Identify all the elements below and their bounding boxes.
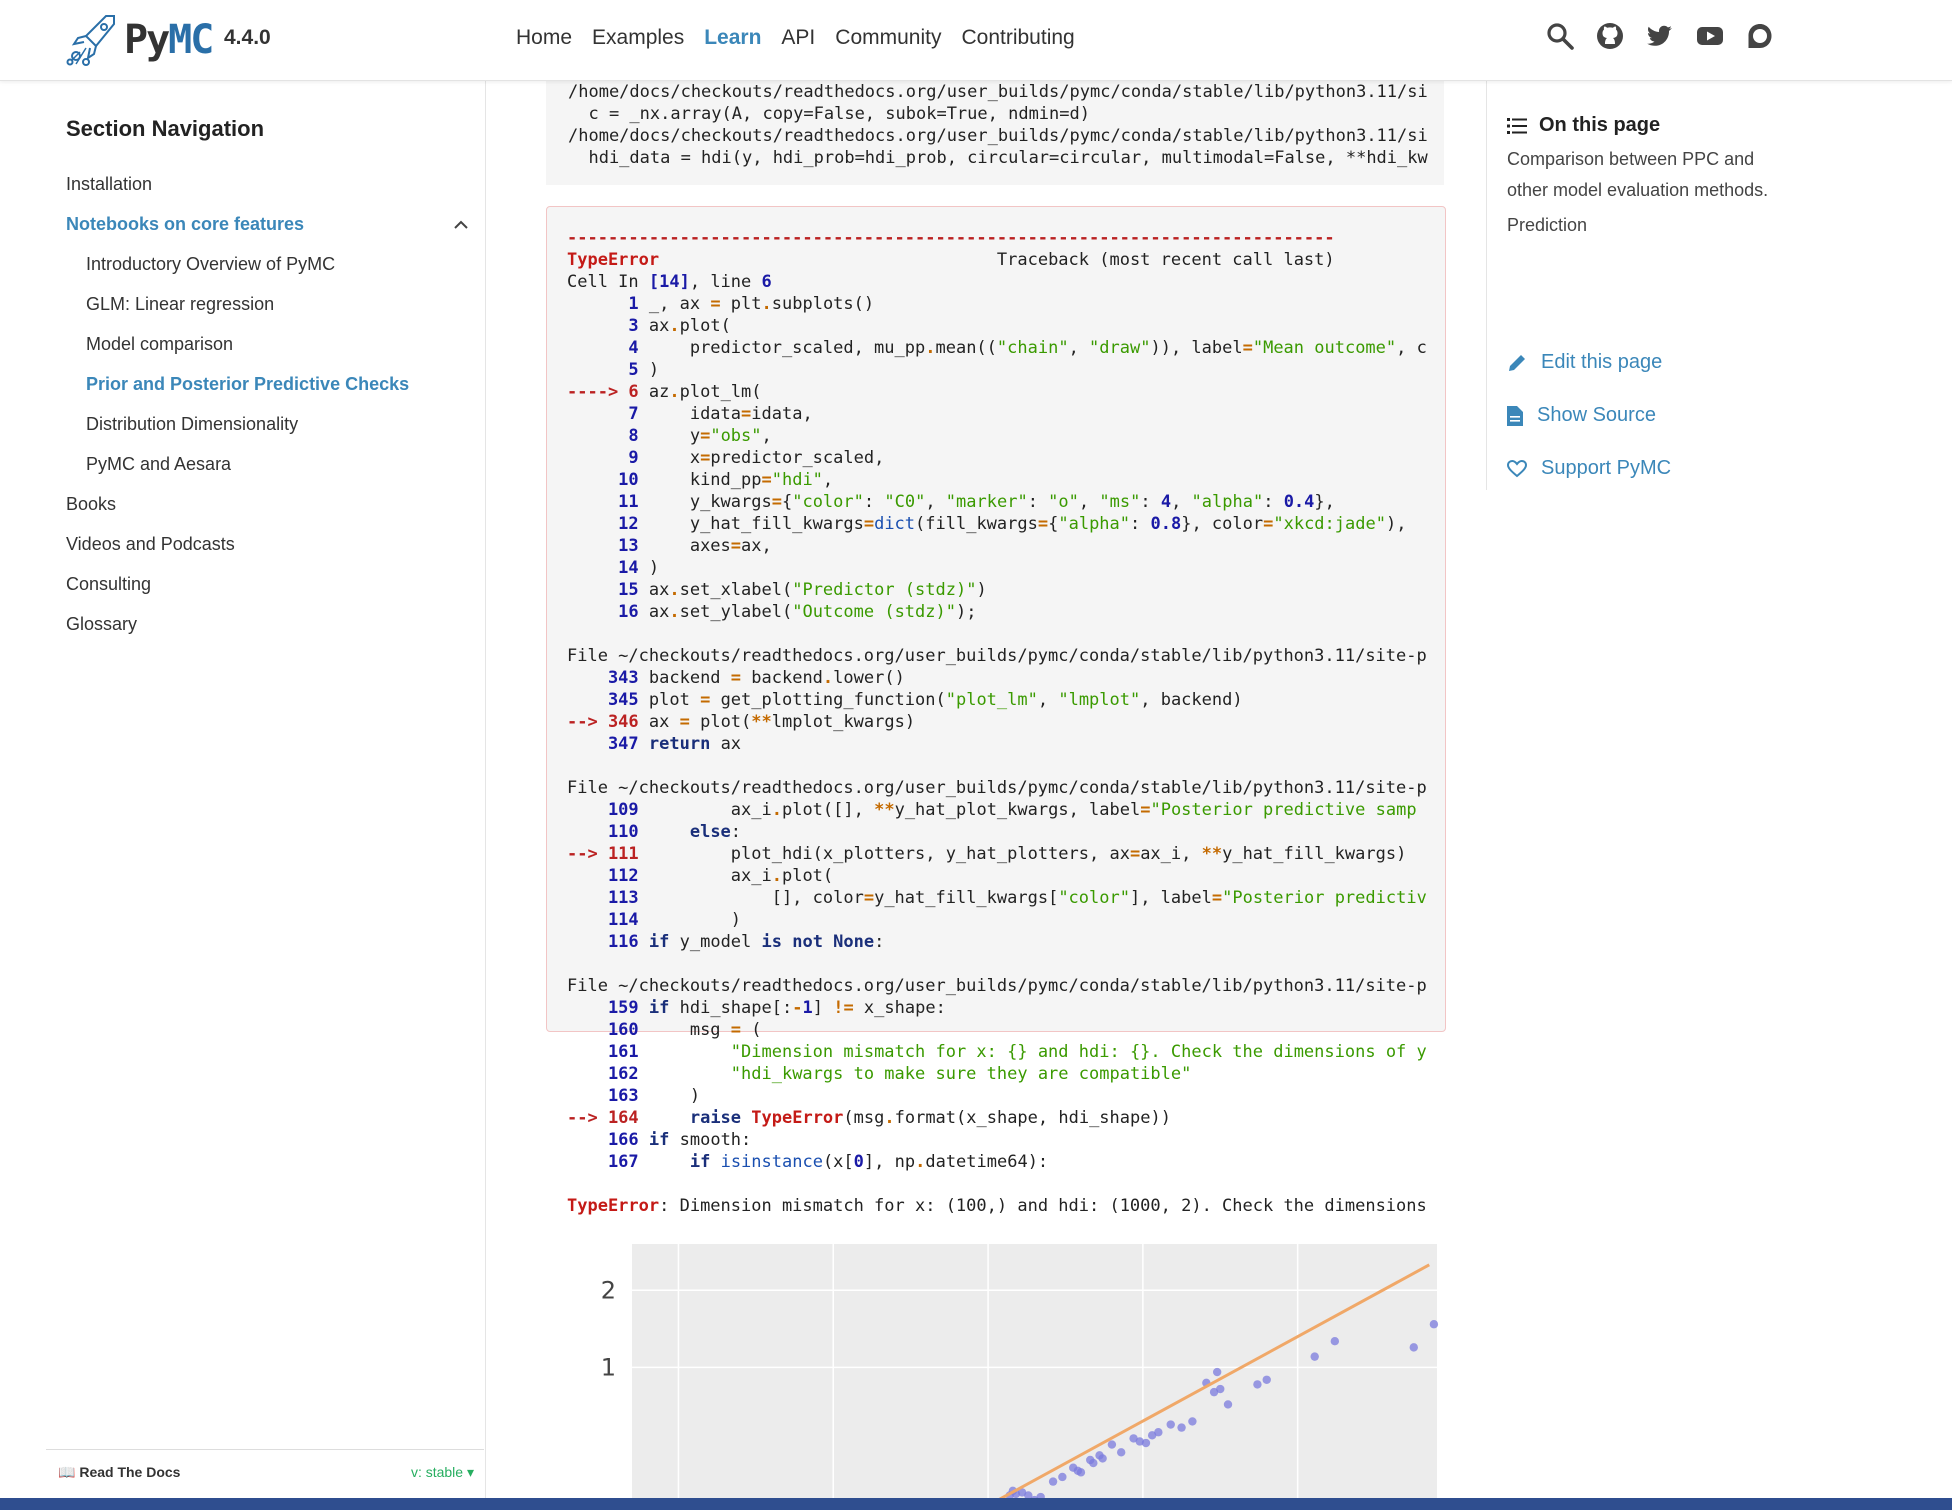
traceback-label: Traceback (most recent call last): [996, 250, 1335, 270]
on-this-page-heading: [1507, 114, 1660, 137]
y-tick-label: 1: [600, 1353, 616, 1382]
data-point: [1117, 1448, 1125, 1456]
data-point: [1108, 1440, 1116, 1448]
discourse-icon[interactable]: [1746, 22, 1774, 50]
error-name: TypeError: [567, 250, 660, 270]
data-point: [1074, 1467, 1082, 1475]
support-pymc-link[interactable]: [1507, 442, 1671, 495]
data-point: [1058, 1473, 1066, 1481]
show-source-link[interactable]: [1507, 389, 1671, 442]
sidebar-item-notebooks-core[interactable]: [66, 204, 476, 244]
show-source-label: Show Source: [1537, 404, 1656, 426]
sidebar-item-label: Notebooks on core features: [66, 214, 305, 234]
stderr-line: /home/docs/checkouts/readthedocs.org/user_builds/pymc/conda/stable/lib/python3.11/si: [568, 126, 1428, 146]
stderr-line: /home/docs/checkouts/readthedocs.org/user_builds/pymc/conda/stable/lib/python3.11/si: [568, 82, 1428, 102]
logo-wordmark: [124, 17, 212, 63]
nav-examples[interactable]: Examples: [592, 26, 685, 49]
nav-api[interactable]: API: [781, 26, 816, 49]
traceback-dashes: ---------------------------------------------------------------------------: [567, 228, 1335, 248]
rocket-logo-icon: [66, 12, 120, 68]
edit-this-page-link[interactable]: [1507, 336, 1671, 389]
traceback-file: File ~/checkouts/readthedocs.org/user_builds/pymc/conda/stable/lib/python3.11/site-p: [567, 646, 1427, 666]
rtd-version-text: v: stable: [410, 1464, 464, 1480]
scatter-plot: [580, 1240, 1440, 1510]
data-point: [1311, 1352, 1319, 1360]
data-point: [1430, 1320, 1438, 1328]
data-point: [1049, 1477, 1057, 1485]
nav-community[interactable]: Community: [835, 26, 942, 49]
data-point: [1177, 1423, 1185, 1431]
data-point: [1098, 1454, 1106, 1462]
toc-item-prediction[interactable]: Prediction: [1507, 215, 1588, 235]
sidebar-item-intro-overview[interactable]: Introductory Overview of PyMC: [86, 254, 336, 274]
version-label: 4.4.0: [224, 26, 271, 49]
stderr-line: hdi_data = hdi(y, hdi_prob=hdi_prob, circular=circular, multimodal=False, **hdi_kw: [568, 148, 1428, 168]
data-point: [1263, 1376, 1271, 1384]
sidebar-item-books[interactable]: Books: [66, 494, 117, 514]
data-point: [1142, 1439, 1150, 1447]
traceback-file: File ~/checkouts/readthedocs.org/user_builds/pymc/conda/stable/lib/python3.11/site-p: [567, 778, 1427, 798]
traceback-file: File ~/checkouts/readthedocs.org/user_builds/pymc/conda/stable/lib/python3.11/site-p: [567, 976, 1427, 996]
pymc-logo[interactable]: [66, 12, 212, 68]
support-pymc-label: Support PyMC: [1541, 457, 1672, 479]
logo-py: Py: [124, 17, 169, 63]
y-tick-label: 2: [600, 1276, 616, 1305]
data-point: [1410, 1343, 1418, 1351]
heart-icon: [1507, 460, 1527, 478]
traceback-output: --------------------------------------------------------------------------- TypeError Traceback (most recent call last) Cell In [14], line 6 1 _, ax = plt.subplots() 3 ax.plot( 4 predictor_scaled, mu_pp.mean(("chain", "draw")), label="Mean outcome", c 5 ) ----> 6 az.plot_lm( 7 idata=idata, 8 y="obs", 9 x=predictor_scaled, 10 kind_pp="hdi", 11 y_kwargs={"color": "C0", "marker": "o", "ms": 4, "alpha": 0.4}, 12 y_hat_fill_kwargs=dict(fill_kwargs={"alpha": 0.8}, color="xkcd:jade"), 13 axes=ax, 14 ) 15 ax.set_xlabel("Predictor (stdz)") 16 ax.set_ylabel("Outcome (stdz)"); File ~/checkouts/readthedocs.org/user_builds/pymc/conda/stable/lib/python3.11/site-p 343 backend = backend.lower() 345 plot = get_plotting_function("plot_lm", "lmplot", backend) --> 346 ax = plot(**lmplot_kwargs) 347 return ax File ~/checkouts/readthedocs.org/user_builds/pymc/conda/stable/lib/python3.11/site-p 109 ax_i.plot([], **y_hat_plot_kwargs, label="Posterior predictive samp 110 else: --> 111 plot_hdi(x_plotters, y_hat_plotters, ax=ax_i, **y_hat_fill_kwargs) 112 ax_i.plot( 113 [], color=y_hat_fill_kwargs["color"], label="Posterior predictiv 114 ) 116 if y_model is not None: File ~/checkouts/readthedocs.org/user_builds/pymc/conda/stable/lib/python3.11/site-p 159 if hdi_shape[:-1] != x_shape: 160 msg = ( 161 "Dimension mismatch for x: {} and hdi: {}. Check the dimensions of y 162 "hdi_kwargs to make sure they are compatible" 163 ) --> 164 raise TypeError(msg.format(x_shape, hdi_shape)) 166 if smooth: 167 if isinstance(x[0], np.datetime64): TypeError: Dimension mismatch for x: (100,) and hdi: (1000, 2). Check the dimensions: [546, 206, 1446, 1032]
data-point: [1213, 1368, 1221, 1376]
nav-learn[interactable]: Learn: [704, 26, 762, 49]
sidebar-item-model-comparison[interactable]: Model comparison: [86, 334, 234, 354]
top-nav: [516, 26, 1075, 50]
pencil-icon: [1507, 353, 1527, 373]
file-icon: [1507, 406, 1523, 426]
plot-background: [632, 1244, 1437, 1510]
section-navigation-title: Section Navigation: [66, 116, 265, 141]
version-selector[interactable]: [411, 1464, 474, 1481]
readthedocs-label: [58, 1464, 180, 1481]
sidebar-item-dimensionality[interactable]: Distribution Dimensionality: [86, 414, 299, 434]
youtube-icon[interactable]: [1696, 22, 1724, 50]
cell-line-no: 6: [761, 272, 772, 292]
final-error-message: : Dimension mismatch for x: (100,) and hdi: (1000, 2). Check the dimensions: [659, 1196, 1427, 1216]
right-sidebar: [1486, 80, 1807, 490]
sidebar-item-videos[interactable]: Videos and Podcasts: [66, 534, 235, 554]
logo-mc: MC: [168, 17, 213, 63]
data-point: [1253, 1380, 1261, 1388]
list-icon: [1507, 117, 1527, 135]
nav-contributing[interactable]: Contributing: [961, 26, 1075, 49]
top-header: [0, 0, 1952, 81]
toc-list: [1507, 144, 1777, 245]
twitter-icon[interactable]: [1646, 22, 1674, 50]
cell-in: Cell In: [567, 272, 649, 292]
rtd-text: Read The Docs: [79, 1464, 181, 1480]
data-point: [1224, 1400, 1232, 1408]
readthedocs-bar[interactable]: [46, 1449, 484, 1490]
sidebar-item-glossary[interactable]: Glossary: [66, 614, 138, 634]
data-point: [1188, 1417, 1196, 1425]
sidebar-item-prior-posterior[interactable]: Prior and Posterior Predictive Checks: [86, 374, 410, 394]
toc-item-comparison[interactable]: Comparison between PPC and other model evaluation methods.: [1507, 149, 1769, 200]
sidebar-item-installation[interactable]: Installation: [66, 174, 153, 194]
data-point: [1216, 1385, 1224, 1393]
chevron-up-icon[interactable]: [446, 204, 476, 244]
stderr-line: c = _nx.array(A, copy=False, subok=True, ndmin=d): [568, 104, 1090, 124]
data-point: [1167, 1420, 1175, 1428]
page-links: [1507, 336, 1671, 495]
data-point: [1331, 1337, 1339, 1345]
data-point: [1089, 1459, 1097, 1467]
sidebar-item-pymc-aesara[interactable]: PyMC and Aesara: [86, 454, 232, 474]
section-nav-list: [66, 164, 476, 644]
left-sidebar: [0, 80, 486, 1500]
github-icon[interactable]: [1596, 22, 1624, 50]
search-icon[interactable]: [1546, 22, 1574, 50]
stderr-output: [546, 81, 1444, 185]
cell-ref: [14]: [648, 272, 690, 292]
data-point: [1154, 1428, 1162, 1436]
sidebar-item-glm[interactable]: GLM: Linear regression: [86, 294, 275, 314]
on-this-page-label: On this page: [1539, 114, 1661, 136]
sidebar-item-consulting[interactable]: Consulting: [66, 574, 152, 594]
edit-this-page-label: Edit this page: [1541, 351, 1663, 373]
cell-line: , line: [689, 272, 762, 292]
nav-home[interactable]: Home: [516, 26, 573, 49]
header-icons: [1546, 22, 1774, 50]
book-icon: 📖: [58, 1464, 76, 1480]
caret-down-icon: ▾: [466, 1464, 474, 1480]
bottom-bar: [0, 1498, 1952, 1510]
final-error-name: TypeError: [567, 1196, 660, 1216]
